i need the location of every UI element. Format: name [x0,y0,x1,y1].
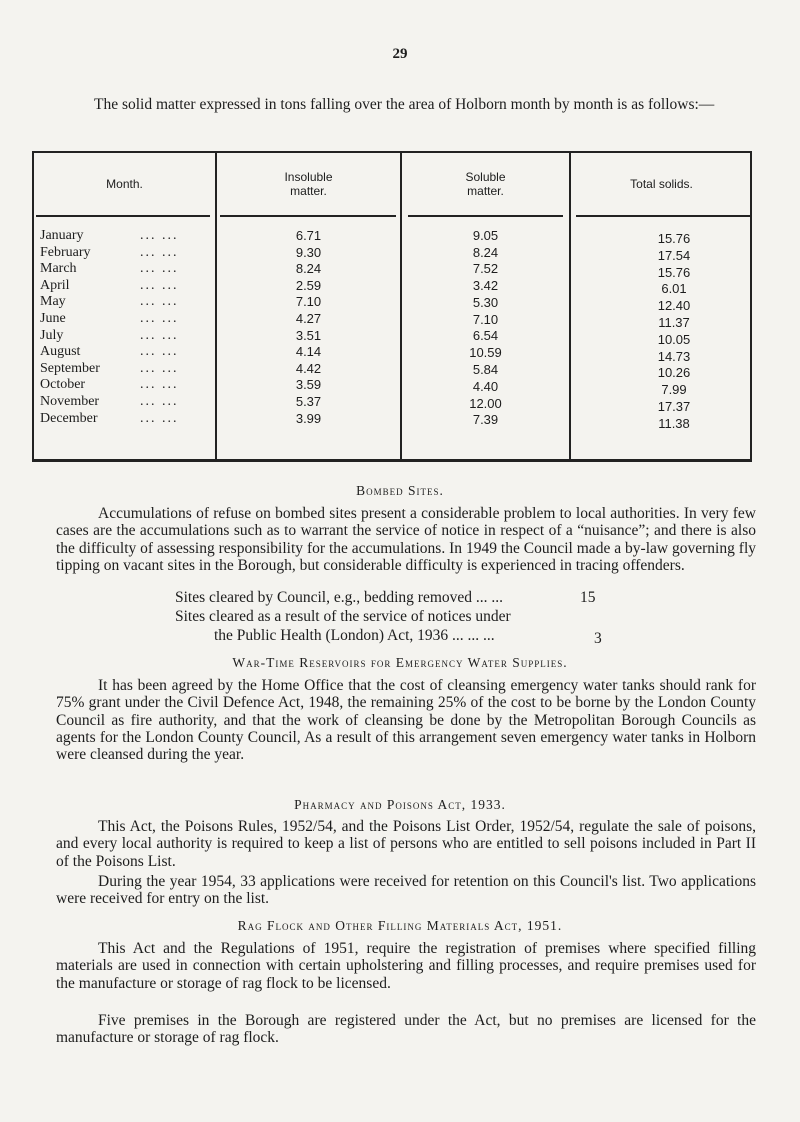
leader-dots: ... ... [140,360,179,376]
leader-dots: ... ... [140,394,179,409]
total-cell: 14.73 [657,348,691,364]
header-rule [220,215,396,217]
month-name: May [40,294,66,310]
insoluble-cell: 5.37 [295,394,322,409]
month-name: April [40,277,70,293]
bombed-sites-paragraph: Accumulations of refuse on bombed sites present a considerable problem to local authorities. In very few cases are the accumulations such as to warrant the service of notice in respect of a “nuisance”; and there is also the difficulty of assessing responsibility for the accumulations. In 1949 the Council made a by-law governing fly tipping on vacant sites in the Borough, but considerable difficulty is experienced in tracing offenders. [56,505,756,575]
month-cell [40,377,179,393]
table-row [34,311,750,330]
leader-dots: ... ... [140,261,179,277]
month-name: November [40,394,100,409]
month-cell [40,410,179,427]
heading-war-time-reservoirs: War-Time Reservoirs for Emergency Water Supplies. [232,655,568,670]
leader-dots: ... ... [140,277,179,293]
heading-bombed-sites: Bombed Sites. [356,483,444,498]
leader-dots: ... ... [140,311,179,326]
heading-pharmacy-poisons: Pharmacy and Poisons Act, 1933. [294,797,506,812]
table-row [34,261,750,280]
total-cell: 17.37 [657,399,691,414]
header-rule [36,215,210,217]
month-name: August [40,344,81,360]
sites-cleared-council-value: 15 [580,589,596,606]
total-cell: 10.05 [657,331,691,347]
insoluble-cell: 4.42 [295,360,322,376]
sites-cleared-notices-label-2: the Public Health (London) Act, 1936 ... ... ... [214,627,495,644]
month-name: June [40,311,66,326]
total-cell: 6.01 [661,281,687,297]
total-cell: 7.99 [661,382,687,398]
table-row [34,277,750,297]
pharmacy-paragraph-2: During the year 1954, 33 applications were received for retention on this Council's list. Two applications were received for entry on the list. [56,873,756,908]
table-row [34,327,750,347]
insoluble-cell: 3.51 [295,327,322,343]
header-rule [576,215,750,217]
month-cell [40,261,179,277]
total-cell: 10.26 [657,365,691,381]
sites-cleared-notices-value: 3 [594,630,602,647]
table-row [34,410,750,431]
insoluble-cell: 3.59 [295,377,322,393]
leader-dots: ... ... [140,327,179,343]
page-number: 29 [392,46,408,62]
total-cell: 11.37 [658,315,690,330]
month-name: March [40,261,77,277]
soluble-cell: 7.39 [472,412,499,428]
reservoirs-paragraph: It has been agreed by the Home Office that the cost of cleansing emergency water tanks should rank for 75% grant under the Civil Defence Act, 1948, the remaining 25% of the cost to be borne by the London County Council as fire authority, and that the work of cleansing be done by the Metropolitan Borough Councils as agents for the London County Council, As a result of this arrangement seven emergency water tanks in Holborn were cleansed during the year. [56,677,756,764]
month-cell [40,360,179,377]
leader-dots: ... ... [140,294,179,310]
insoluble-cell: 8.24 [295,261,322,277]
soluble-cell: 3.42 [472,278,499,294]
pharmacy-paragraph-1: This Act, the Poisons Rules, 1952/54, and the Poisons List Order, 1952/54, regulate the sale of poisons, and every local authority is required to keep a list of persons who are entitled to sell poisons included in Part II of the Poisons List. [56,818,756,870]
rag-flock-paragraph-1: This Act and the Regulations of 1951, require the registration of premises where specified filling materials are used in connection with certain upholstering and filling processes, and require premises used for the manufacture or storage of rag flock to be licensed. [56,940,756,992]
insoluble-cell: 2.59 [295,277,322,293]
soluble-cell: 7.52 [472,261,499,277]
insoluble-cell: 7.10 [295,294,322,310]
leader-dots: ... ... [140,377,179,393]
month-name: September [40,360,100,376]
soluble-cell: 9.05 [472,228,499,243]
leader-dots: ... ... [140,244,179,260]
rag-flock-paragraph-2: Five premises in the Borough are registered under the Act, but no premises are licensed for the manufacture or storage of rag flock. [56,1012,756,1047]
soluble-cell: 5.84 [472,361,499,377]
solid-matter-table [32,151,752,462]
month-cell [40,228,179,244]
table-row [34,294,750,314]
insoluble-cell: 4.14 [295,344,322,360]
sites-cleared-notices-label: Sites cleared as a result of the service of notices under [175,608,511,625]
total-cell: 17.54 [657,247,691,263]
header-month: Month. [106,176,143,191]
header-soluble: Soluble matter. [465,169,506,198]
month-name: October [40,377,86,393]
soluble-cell: 12.00 [469,395,502,411]
header-insoluble: Insoluble matter. [284,169,333,198]
month-cell [40,327,179,344]
leader-dots: ... ... [140,228,179,243]
month-name: February [40,244,91,260]
total-cell: 15.76 [657,231,691,246]
month-cell [40,294,179,310]
leader-dots: ... ... [140,344,179,360]
table-row [34,360,750,381]
total-cell: 11.38 [658,415,690,431]
table-row [34,245,750,261]
insoluble-cell: 4.27 [295,311,322,326]
month-cell [40,277,179,294]
month-cell [40,394,179,410]
insoluble-cell: 3.99 [295,410,322,426]
heading-rag-flock: Rag Flock and Other Filling Materials Act, 1951. [237,918,563,933]
soluble-cell: 5.30 [472,294,499,310]
soluble-cell: 4.40 [472,378,499,394]
month-name: July [40,327,64,343]
sites-cleared-council-label: Sites cleared by Council, e.g., bedding removed ... ... [175,589,504,606]
soluble-cell: 8.24 [472,244,499,260]
leader-dots: ... ... [140,410,179,426]
month-cell [40,311,179,327]
month-name: January [40,228,84,243]
month-name: December [40,410,98,426]
intro-text: The solid matter expressed in tons falling over the area of Holborn month by month is as follows:— [94,96,715,113]
total-cell: 15.76 [657,264,691,280]
month-cell [40,244,179,261]
insoluble-cell: 9.30 [295,244,322,260]
table-row [34,394,750,414]
table-row [34,228,750,244]
table-row [34,377,750,398]
soluble-cell: 6.54 [472,328,499,344]
total-cell: 12.40 [657,298,691,314]
soluble-cell: 7.10 [472,311,499,327]
header-rule [408,215,563,217]
header-total: Total solids. [630,176,693,191]
insoluble-cell: 6.71 [295,228,322,243]
month-cell [40,344,179,360]
table-row [34,344,750,364]
soluble-cell: 10.59 [469,345,502,361]
